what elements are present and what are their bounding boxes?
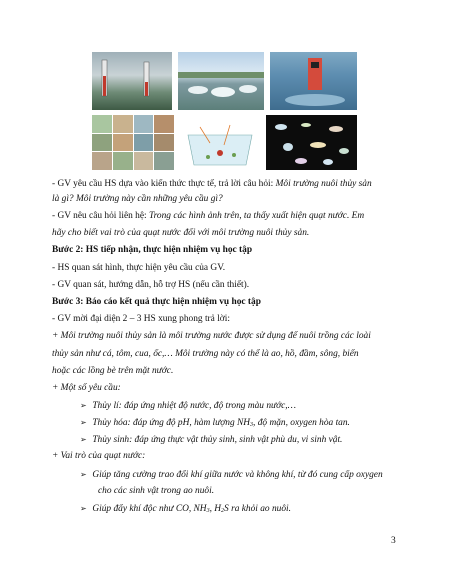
line-requirements: + Một số yêu cầu: bbox=[52, 383, 121, 393]
aerator-pond-photo bbox=[178, 52, 264, 110]
plankton-photo bbox=[266, 115, 357, 170]
image-row-top bbox=[92, 52, 357, 110]
pond-thermometer-photo bbox=[92, 52, 172, 110]
bullet-biological: ➢ Thủy sinh: đáp ứng thực vật thủy sinh, sinh vật phù du, vi sinh vật. bbox=[80, 435, 343, 445]
page-number: 3 bbox=[391, 536, 396, 546]
bullet-gas-exchange-cont: cho các sinh vật trong ao nuôi. bbox=[98, 486, 215, 496]
aquatic-species-grid-photo bbox=[92, 115, 174, 170]
bullet-physical: ➢ Thủy lí: đáp ứng nhiệt độ nước, độ trong màu nước,… bbox=[80, 401, 296, 411]
line-answer-3: hoặc các lồng bè trên mặt nước. bbox=[52, 366, 174, 376]
bullet-chemical: ➢ Thủy hóa: đáp ứng độ pH, hàm lượng $NH_3$, độ mặn, oxygen hòa tan. bbox=[80, 418, 350, 428]
water-quality-meter-photo bbox=[270, 52, 357, 110]
line-hs-observe: - HS quan sát hình, thực hiện yêu cầu của GV. bbox=[52, 263, 226, 273]
step-3-heading: Bước 3: Báo cáo kết quả thực hiện nhiệm vụ học tập bbox=[52, 297, 261, 307]
line-related-question: - GV nêu câu hỏi liên hệ: Trong các hình ảnh trên, ta thấy xuất hiện quạt nước. Em bbox=[52, 211, 365, 221]
step-2-heading: Bước 2: HS tiếp nhận, thực hiện nhiệm vụ học tập bbox=[52, 245, 253, 255]
line-related-question-cont: hãy cho biết vai trò của quạt nước đối với môi trường nuôi thủy sản. bbox=[52, 228, 310, 238]
arrow-bullet-icon: ➢ bbox=[80, 418, 87, 427]
image-row-bottom bbox=[92, 115, 357, 170]
pond-ecosystem-diagram bbox=[180, 115, 260, 170]
line-answer-2: thủy sản như cá, tôm, cua, ốc,… Môi trường này có thể là ao, hồ, đầm, sông, biển bbox=[52, 349, 359, 359]
bullet-toxic-gas: ➢ Giúp đẩy khí độc như CO, $NH_3$, $H_2S$ ra khỏi ao nuôi. bbox=[80, 504, 291, 514]
line-question-cont: là gì? Môi trường này cần những yêu cầu gì? bbox=[52, 194, 223, 204]
arrow-bullet-icon: ➢ bbox=[80, 470, 87, 479]
line-gv-observe: - GV quan sát, hướng dẫn, hỗ trợ HS (nếu cần thiết). bbox=[52, 280, 250, 290]
bullet-gas-exchange: ➢ Giúp tăng cường trao đổi khí giữa nước và không khí, từ đó cung cấp oxygen bbox=[80, 470, 383, 480]
arrow-bullet-icon: ➢ bbox=[80, 504, 87, 513]
line-question: - GV yêu cầu HS dựa vào kiến thức thực tế, trả lời câu hỏi: Môi trường nuôi thủy sản bbox=[52, 179, 372, 189]
line-fan-role: + Vai trò của quạt nước: bbox=[52, 451, 146, 461]
line-answer-1: + Môi trường nuôi thủy sản là môi trường nước được sử dụng để nuôi trồng các loài bbox=[52, 331, 371, 341]
arrow-bullet-icon: ➢ bbox=[80, 401, 87, 410]
line-invite: - GV mời đại diện 2 – 3 HS xung phong trả lời: bbox=[52, 314, 230, 324]
arrow-bullet-icon: ➢ bbox=[80, 435, 87, 444]
